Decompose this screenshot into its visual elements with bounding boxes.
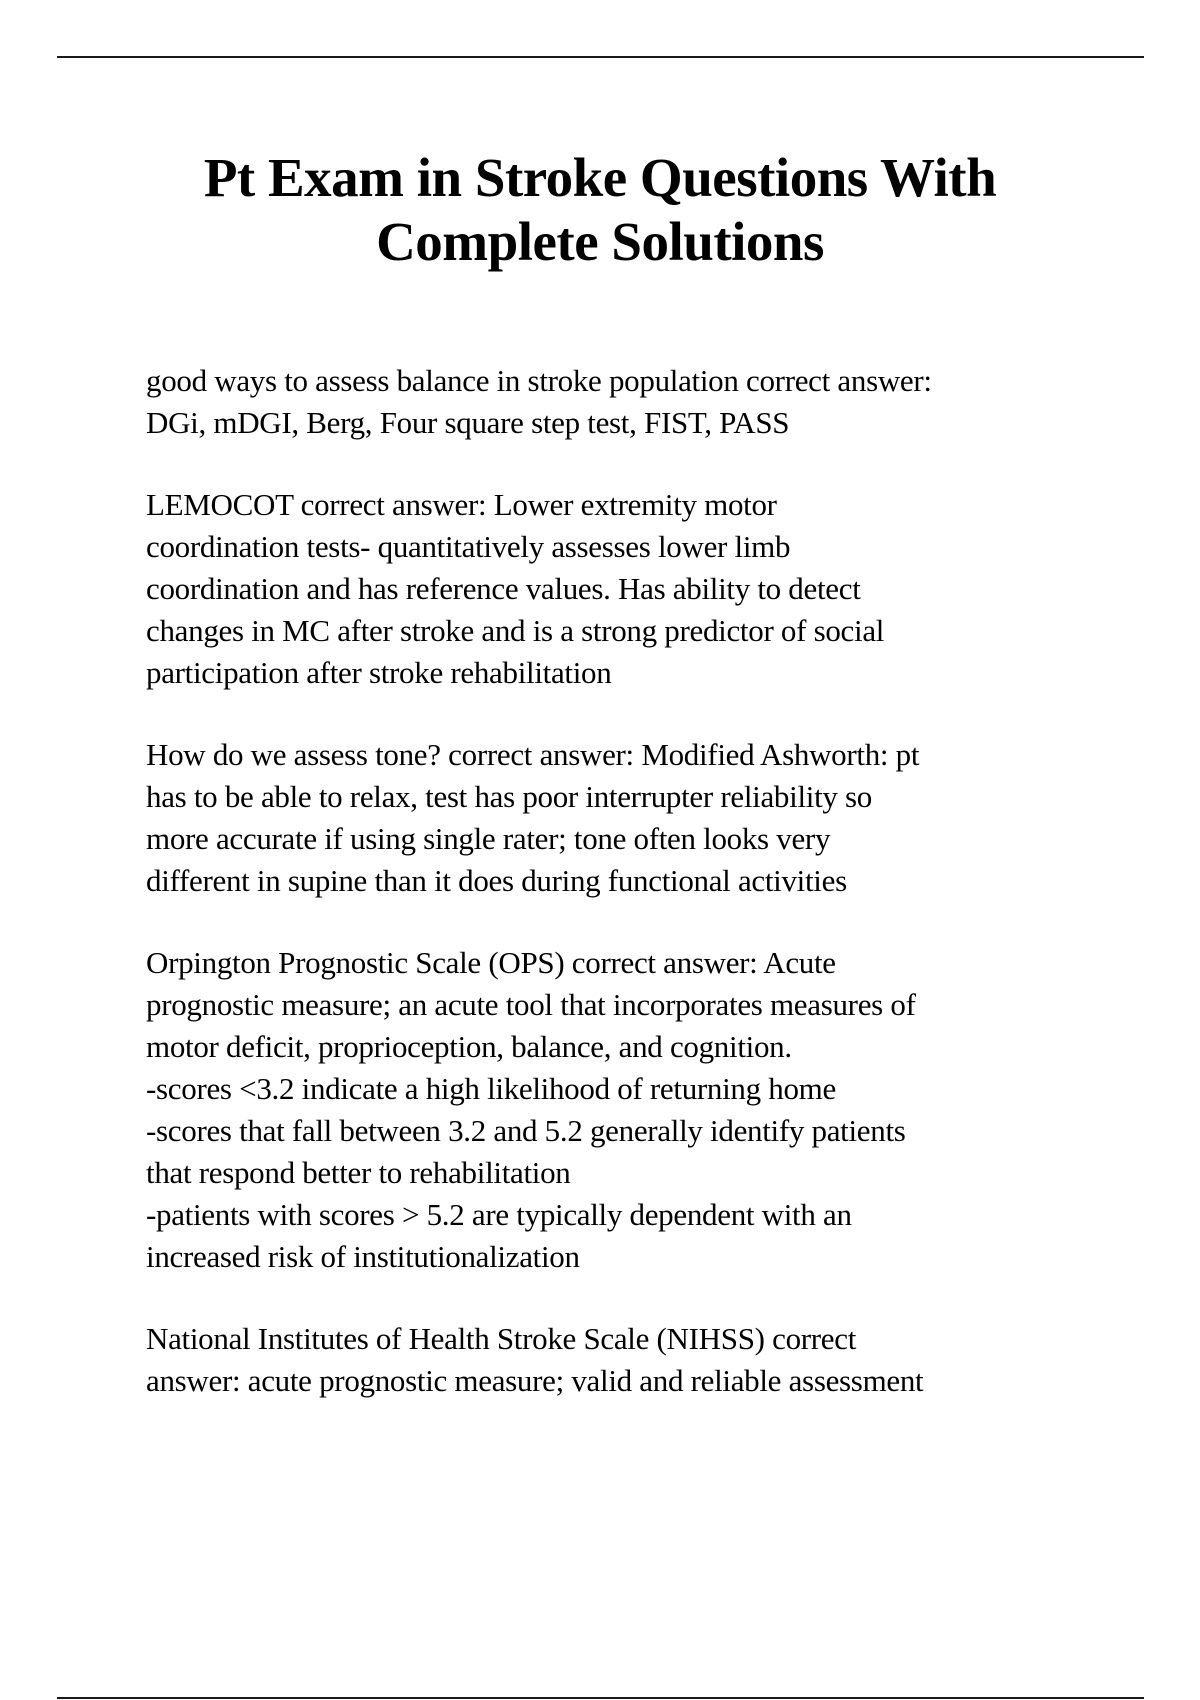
- text-line: National Institutes of Health Stroke Scale (NIHSS) correct: [146, 1321, 857, 1356]
- text-line: -patients with scores > 5.2 are typically dependent with an: [146, 1197, 852, 1232]
- text-line: coordination and has reference values. Has ability to detect: [146, 571, 861, 606]
- title-line: Pt Exam in Stroke Questions With: [203, 147, 997, 208]
- qa-list: [146, 360, 1106, 1442]
- text-line: How do we assess tone? correct answer: Modified Ashworth: pt: [146, 737, 920, 772]
- text-line: increased risk of institutionalization: [146, 1239, 580, 1274]
- text-line: LEMOCOT correct answer: Lower extremity motor: [146, 487, 777, 522]
- top-rule: [57, 56, 1144, 58]
- text-line: different in supine than it does during functional activities: [146, 863, 847, 898]
- text-line: Orpington Prognostic Scale (OPS) correct answer: Acute: [146, 945, 836, 980]
- text-line: that respond better to rehabilitation: [146, 1155, 571, 1190]
- text-line: DGi, mDGI, Berg, Four square step test, FIST, PASS: [146, 405, 790, 440]
- qa-entry-ops: [146, 942, 1106, 1278]
- qa-entry-balance: [146, 360, 1106, 444]
- title-line: Complete Solutions: [376, 211, 824, 272]
- page-title: [0, 146, 1200, 274]
- qa-entry-nihss: [146, 1318, 1106, 1402]
- text-line: -scores that fall between 3.2 and 5.2 generally identify patients: [146, 1113, 906, 1148]
- qa-entry-lemocot: [146, 484, 1106, 694]
- text-line: changes in MC after stroke and is a strong predictor of social: [146, 613, 885, 648]
- text-line: has to be able to relax, test has poor interrupter reliability so: [146, 779, 872, 814]
- text-line: -scores <3.2 indicate a high likelihood of returning home: [146, 1071, 836, 1106]
- text-line: prognostic measure; an acute tool that incorporates measures of: [146, 987, 916, 1022]
- text-line: coordination tests- quantitatively assesses lower limb: [146, 529, 791, 564]
- text-line: answer: acute prognostic measure; valid and reliable assessment: [146, 1363, 924, 1398]
- bottom-rule: [57, 1697, 1144, 1699]
- qa-entry-tone: [146, 734, 1106, 902]
- text-line: more accurate if using single rater; tone often looks very: [146, 821, 831, 856]
- text-line: motor deficit, proprioception, balance, and cognition.: [146, 1029, 792, 1064]
- text-line: participation after stroke rehabilitation: [146, 655, 612, 690]
- text-line: good ways to assess balance in stroke population correct answer:: [146, 363, 932, 398]
